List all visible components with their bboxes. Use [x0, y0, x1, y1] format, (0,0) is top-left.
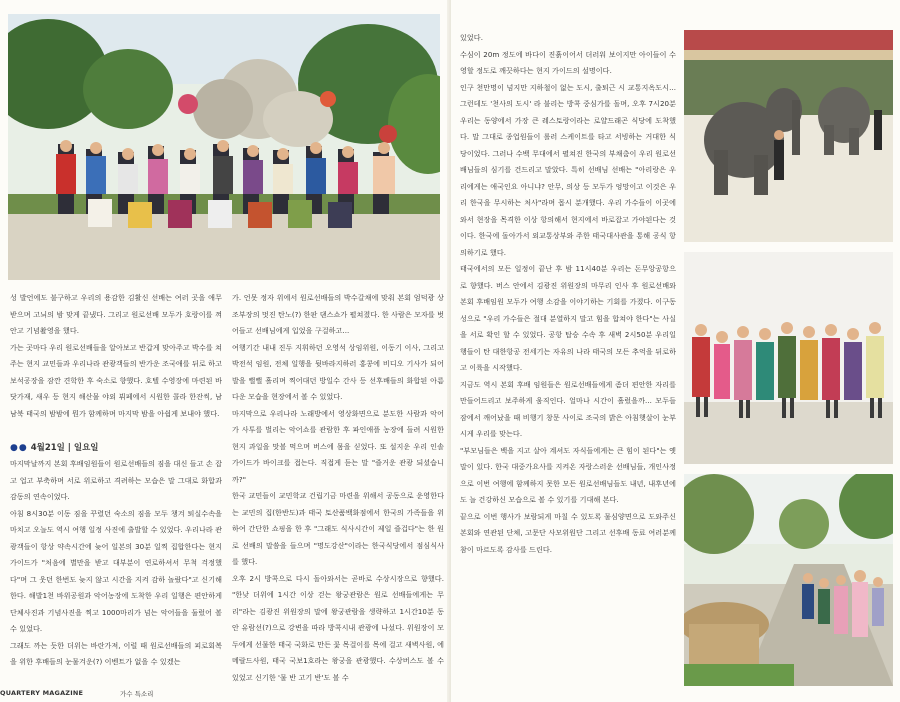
- date-heading: [10, 441, 99, 453]
- paragraph: 성 발언에도 불구하고 우리의 용감한 김활신 선배는 여러 곳을 애무 받으며 고뇌의 밤 맞게 끝냈다. 그리고 원로선배 모두가 호랑이를 껴안고 기념촬영을 했다.: [10, 293, 222, 335]
- paragraph: 끝으로 이번 행사가 보람되게 마칠 수 있도록 물심양면으로 도와주신 본회와 연관된 단체, 고문단 사모위원단 그리고 선후배 동료 여러분께 참이 마르도록 감사를 드린다.: [460, 511, 676, 554]
- paragraph: 그래도 까는 듯한 더위는 바란가져, 이럴 때 원로선배들의 피로회복을 위한 후배들의 눈물겨운(?) 이벤트가 없을 수 있겠는: [10, 640, 222, 666]
- paragraph: 오후 2시 방콕으로 다시 돌아와서는 곧바로 수상시장으로 향했다. "한낮 더위에 1시간 이상 걷는 왕궁관람은 원로 선배들에게는 무리"라는 김광진 위원장의 말에 왕궁관람을 생략하고 1시간10분 동안 유람선(?)으로 강변을 따라 방콕시내 관광에 나섰다. 위원장이 모두에게 선물한 태국 국화로 만든 꽃 목걸이를 목에 걸고 새벽사원, 에메랄드사원, 태국 국보1호라는 왕궁을 관광했다. 수상버스도 볼 수 있었고 신기한 '물 반 고기 반'도 볼 수: [232, 573, 444, 682]
- paragraph: 지금도 역시 본회 후배 임원들은 원로선배들에게 좀더 편안한 자리를 만들어드리고 보주하게 움직인다. 얼마나 시간이 흘렀을까... 모두들 잠에서 깨어났을 때 비행기 창문 사이로 조국의 밝은 아침햇살이 눈부시게 우리를 맞는다.: [460, 379, 676, 438]
- paragraph: 수심이 20m 정도에 바다이 진흙이어서 더러워 보이지만 아이들이 수영할 정도로 깨끗하다는 현지 가이드의 설명이다.: [460, 49, 676, 75]
- paragraph: 가. 언못 정자 위에서 원로선배들의 박수갈채에 맞춰 본회 엄덕광 상조부장의 멋진 탄노(?) 한판 댄스쇼가 펼쳐졌다. 한 사람은 모자를 벗어들고 선배님에게 입었을 구걸하고...: [232, 293, 444, 335]
- paragraph: 여행기간 내내 진두 지휘하던 오영석 상임위원, 이동기 이사, 그리고 박전석 임원, 전체 일행을 뒷바라지하러 홍콩에 비디오 기사가 되어 발을 뻘뻘 흘리며 찍어대던 방일수 간사 등 선후배들의 화합된 아름다운 모습을 현장에서 볼 수 있었다.: [232, 342, 444, 401]
- garden-walk-photo: [684, 474, 893, 686]
- section-name: 가수 특소리: [120, 690, 154, 698]
- paragraph: 인구 천만명이 넘지만 지하철이 없는 도시, 출퇴근 시 교통지옥도시...그런데도 '천사의 도시' 라 불리는 방콕 중심가를 돌며, 오후 7시20분 우리는 동양에서 가장 큰 레스토랑이라는 로얄드래곤 식당에 도착했다. 말 그대로 종업원들이 롤러 스케이트를 타고 서빙하는 거대한 식당이었다. 그러나 수백 무대에서 펼쳐진 한국의 부채춤이 우리 원로선배님들의 심기를 건드리고 말았다. 특히 선배님 선배는 "아리랑은 우리에게는 애국인요 아니냐? 안무, 의상 등 모두가 엉망이고 이것은 우리 한국을 무시하는 처사"라며 몹시 분개했다. 우리 가수들이 이곳에 와서 현장을 목격한 이상 항의해서 현지에서 바로잡고 가야된다는 것이다. 한국에 돌아가서 외교통상부와 주한 태국대사관을 통해 공식 항의하기로 했다.: [460, 82, 676, 257]
- elephant-show-photo: [684, 30, 893, 242]
- footer: [0, 689, 83, 697]
- paragraph: "부모님들은 백을 지고 살아 계셔도 자식들에게는 큰 힘이 된다"는 옛말이 있다. 한국 대중가요사를 지켜온 자랑스러운 선배님들, 개인사정으로 이번 여행에 함께하지 못한 모든 원로선배님들도 내년, 내후년에도 늘 건강하신 모습으로 볼 수 있기를 기대해 본다.: [460, 445, 676, 504]
- paragraph: 한국 교민들이 교민학교 건립기금 마련을 위해서 공동으로 운영한다는 교민의 집(한반도)과 태국 토산품백화점에서 한국의 가족들을 위하여 간단한 쇼핑을 한 후 "그래도 식사시간이 제일 즐겁다"는 한 원로 선배의 말씀을 들으며 "명도강산"이라는 한국식당에서 점심식사를 했다.: [232, 491, 444, 566]
- women-group-photo: [684, 252, 893, 464]
- paragraph: 태국에서의 모든 일정이 끝난 후 밤 11시40분 우리는 돈무앙공항으로 향했다. 버스 안에서 김광진 위원장의 마무리 인사 후 원로선배와 본회 후배임원 모두가 여행 소감을 이야기하는 기회를 가졌다. 이구동성으로 "우리 가수들은 절대 분열하지 말고 힘을 합쳐야 한다"는 사실을 서로 확인 할 수 있었다. 공항 탑승 수속 후 새벽 2시50분 우리일행들이 탄 대한항공 전세기는 자유의 나라 태국의 모든 추억을 뒤로하고 이륙을 시작했다.: [460, 264, 676, 372]
- paragraph: 마지막날까지 본회 후배임원들이 원로선배들의 짐을 대신 들고 손 잡고 업고 부축하며 서로 위로하고 격려하는 모습은 말 그대로 화합과 감동의 연속이었다.: [10, 459, 222, 501]
- text-column-3: [460, 30, 676, 558]
- bullet-dots-icon: ●●: [10, 443, 28, 453]
- magazine-name: QUARTERY MAGAZINE: [0, 689, 84, 697]
- paragraph: 있었다.: [460, 33, 484, 42]
- paragraph: 아침 8시30분 이동 짐을 꾸렸던 숙소의 짐을 모두 챙겨 퇴실수속을 마치고 오늘도 역시 여행 일정 사진에 출발할 수 있었다. 우리나라 관광객들이 항상 약속시간에 늦어 일본의 30분 일찍 집합한다는 현지 가이드가 "처음에 별만을 받고 대부분이 연로하셔서 무척 걱정했다"며 그 웃던 한번도 늦지 않고 시간을 지켜 감하 놀랐다"고 신기해한다. 해발1천 바위공원과 악어농장에 도착한 우리 일행은 편안하게 단체사진과 기념사진을 찍고 1000마리가 넘는 악어들을 둘렀어 볼 수 있었다.: [10, 508, 222, 633]
- paragraph: 마지막으로 우리나라 노래방에서 영상화면으로 분도한 사람과 악어가 사투를 벌리는 악어쇼를 관람한 후 파인애플 농장에 들려 시원한 현지 과일을 맛볼 먹으며 버스에 몸을 싣었다. 또 설지운 우리 인솔 가이드가 바이크를 접는다. 직접게 듣는 말 "즐거운 관광 되셨습니까?": [232, 408, 444, 484]
- text-column-2: [232, 290, 444, 686]
- date-label: 4월21일 | 일요일: [30, 443, 99, 453]
- text-column-1: [10, 290, 222, 422]
- paragraph: 가는 곳마다 우리 원로선배들을 알아보고 반갑게 맞아주고 박수를 쳐주는 현지 교민들과 우리나라 관광객들의 반가운 조국애를 뒤로 하고 보석공장을 잠깐 견학한 후 숙소로 향했다. 호텔 수영장에 마련된 바닷가재, 새우 등 현지 해산물 야외 뷔페에서 시원한 콜라 한잔씩, 남남북 태국의 밤밤에 뭔가 함께하며 마지막 밤을 아쉽게 보내야 했다.: [10, 342, 222, 418]
- text-column-1b: [10, 456, 222, 671]
- group-photo: [8, 14, 440, 280]
- right-page: [451, 0, 900, 702]
